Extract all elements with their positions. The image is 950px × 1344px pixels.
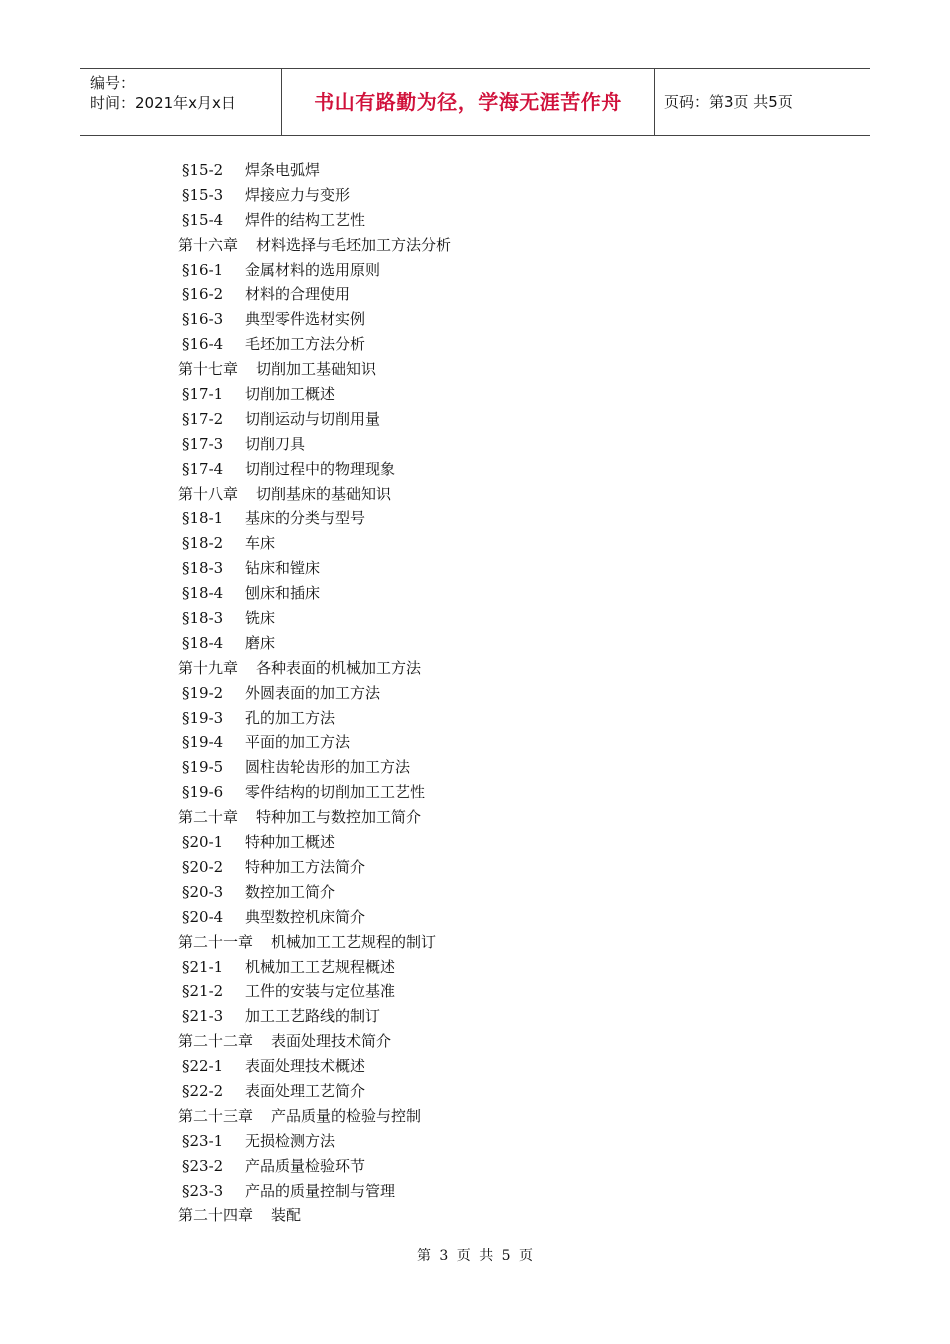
toc-entry-number: §16-4 [182,335,224,354]
toc-entry-title: 零件结构的切削加工工艺性 [245,783,426,802]
toc-chapter-entry [178,930,451,955]
toc-section-entry [178,382,451,407]
toc-entry-number: §20-4 [182,907,224,926]
toc-entry-title: 焊接应力与变形 [245,185,351,204]
toc-section-entry [178,1154,451,1179]
toc-section-entry [178,955,451,980]
toc-section-entry [178,780,451,805]
table-of-contents [178,158,451,1228]
toc-entry-title: 基床的分类与型号 [245,509,366,528]
toc-entry-title: 各种表面的机械加工方法 [256,658,422,677]
toc-entry-title: 焊条电弧焊 [245,161,321,179]
toc-section-entry [178,880,451,905]
toc-section-entry [178,556,451,581]
toc-entry-number: §15-3 [182,185,224,204]
toc-entry-number: §16-3 [182,310,224,329]
toc-entry-number: §17-4 [182,459,224,478]
toc-section-entry [178,158,451,183]
toc-entry-title: 数控加工简介 [245,882,336,901]
toc-entry-number: §18-1 [182,509,224,528]
toc-section-entry [178,1129,451,1154]
toc-entry-title: 切削加工概述 [245,385,336,404]
toc-entry-number: §20-3 [182,882,224,901]
toc-entry-title: 刨床和插床 [245,584,321,603]
toc-entry-number: §21-1 [182,957,224,976]
toc-entry-number: §18-3 [182,609,224,628]
toc-entry-title: 特种加工方法简介 [245,857,366,876]
toc-entry-title: 产品质量的检验与控制 [271,1106,422,1125]
toc-entry-number: 第二十一章 [178,932,254,951]
toc-entry-title: 装配 [271,1206,302,1225]
toc-entry-number: §19-6 [182,783,224,802]
toc-chapter-entry [178,1104,451,1129]
toc-entry-title: 工件的安装与定位基准 [245,982,396,1001]
page-header [80,68,870,136]
toc-entry-number: §21-2 [182,982,224,1001]
toc-section-entry [178,307,451,332]
toc-entry-number: §22-2 [182,1081,224,1100]
toc-entry-number: §19-4 [182,733,224,752]
toc-section-entry [178,979,451,1004]
toc-section-entry [178,830,451,855]
toc-entry-title: 典型数控机床简介 [245,907,366,926]
toc-chapter-entry [178,233,451,258]
toc-entry-title: 特种加工与数控加工简介 [256,808,422,827]
toc-entry-number: §16-1 [182,260,224,279]
toc-entry-number: §19-2 [182,683,224,702]
toc-entry-title: 加工工艺路线的制订 [245,1007,381,1026]
toc-entry-number: §19-3 [182,708,224,727]
toc-entry-number: §18-4 [182,584,224,603]
page-footer: 第 3 页 共 5 页 [416,1248,534,1264]
toc-section-entry [178,531,451,556]
toc-entry-number: 第十八章 [178,484,239,503]
toc-entry-number: 第二十二章 [178,1032,254,1051]
toc-entry-number: §21-3 [182,1007,224,1026]
toc-entry-title: 焊件的结构工艺性 [245,210,366,229]
toc-entry-title: 钻床和镗床 [245,559,321,578]
toc-entry-title: 车床 [245,534,276,553]
toc-entry-number: §15-4 [182,210,224,229]
toc-chapter-entry [178,1203,451,1228]
toc-section-entry [178,457,451,482]
toc-entry-title: 典型零件选材实例 [245,310,366,329]
toc-section-entry [178,606,451,631]
toc-entry-number: §23-3 [182,1181,224,1200]
toc-section-entry [178,706,451,731]
toc-section-entry [178,208,451,233]
toc-section-entry [178,332,451,357]
toc-entry-title: 材料选择与毛坯加工方法分析 [256,235,452,254]
toc-section-entry [178,1179,451,1204]
toc-section-entry [178,258,451,283]
toc-entry-title: 机械加工工艺规程概述 [245,957,396,976]
toc-entry-number: §15-2 [182,161,224,179]
toc-chapter-entry [178,656,451,681]
toc-entry-title: 铣床 [245,609,276,628]
toc-entry-title: 无损检测方法 [245,1131,336,1150]
toc-entry-title: 金属材料的选用原则 [245,260,381,279]
toc-entry-title: 表面处理技术简介 [271,1032,392,1051]
toc-entry-title: 圆柱齿轮齿形的加工方法 [245,758,411,777]
header-motto: 书山有路勤为径，学海无涯苦作舟 [282,69,655,135]
document-number-label: 编号： [90,74,136,92]
toc-section-entry [178,1054,451,1079]
toc-entry-number: 第十七章 [178,360,239,379]
toc-section-entry [178,631,451,656]
toc-entry-number: 第二十三章 [178,1106,254,1125]
toc-entry-title: 切削运动与切削用量 [245,409,381,428]
toc-entry-number: 第二十章 [178,808,239,827]
toc-entry-number: §17-1 [182,385,224,404]
toc-section-entry [178,407,451,432]
toc-entry-title: 切削加工基础知识 [256,360,377,379]
header-page-label: 页码：第3页 共5页 [664,93,793,111]
header-info-cell [80,69,282,135]
toc-entry-number: §22-1 [182,1057,224,1076]
toc-section-entry [178,1004,451,1029]
toc-section-entry [178,432,451,457]
toc-entry-number: 第十六章 [178,235,239,254]
toc-entry-title: 孔的加工方法 [245,708,336,727]
toc-entry-title: 平面的加工方法 [245,733,351,752]
toc-section-entry [178,905,451,930]
toc-section-entry [178,183,451,208]
toc-entry-number: §19-5 [182,758,224,777]
toc-entry-title: 材料的合理使用 [245,285,351,304]
toc-entry-title: 毛坯加工方法分析 [245,335,366,354]
toc-chapter-entry [178,357,451,382]
toc-entry-title: 切削过程中的物理现象 [245,459,396,478]
toc-entry-number: §23-1 [182,1131,224,1150]
toc-entry-number: §18-4 [182,633,224,652]
toc-section-entry [178,1079,451,1104]
toc-entry-title: 产品的质量控制与管理 [245,1181,396,1200]
toc-entry-number: §23-2 [182,1156,224,1175]
toc-section-entry [178,730,451,755]
toc-chapter-entry [178,482,451,507]
toc-entry-title: 磨床 [245,633,276,652]
toc-section-entry [178,581,451,606]
toc-section-entry [178,755,451,780]
toc-entry-title: 切削基床的基础知识 [256,484,392,503]
toc-entry-title: 表面处理工艺简介 [245,1081,366,1100]
toc-section-entry [178,506,451,531]
toc-entry-number: §16-2 [182,285,224,304]
toc-entry-title: 切削刀具 [245,434,306,453]
toc-entry-title: 产品质量检验环节 [245,1156,366,1175]
toc-entry-number: §20-1 [182,833,224,852]
toc-entry-number: §20-2 [182,857,224,876]
toc-section-entry [178,681,451,706]
toc-entry-number: §17-3 [182,434,224,453]
toc-section-entry [178,282,451,307]
toc-entry-number: §18-2 [182,534,224,553]
toc-entry-title: 表面处理技术概述 [245,1057,366,1076]
toc-chapter-entry [178,1029,451,1054]
toc-entry-number: 第十九章 [178,658,239,677]
toc-chapter-entry [178,805,451,830]
toc-entry-number: §17-2 [182,409,224,428]
toc-section-entry [178,855,451,880]
toc-entry-title: 机械加工工艺规程的制订 [271,932,437,951]
toc-entry-number: 第二十四章 [178,1206,254,1225]
toc-entry-number: §18-3 [182,559,224,578]
toc-entry-title: 特种加工概述 [245,833,336,852]
toc-entry-title: 外圆表面的加工方法 [245,683,381,702]
document-date-label: 时间：2021年x月x日 [90,94,236,112]
